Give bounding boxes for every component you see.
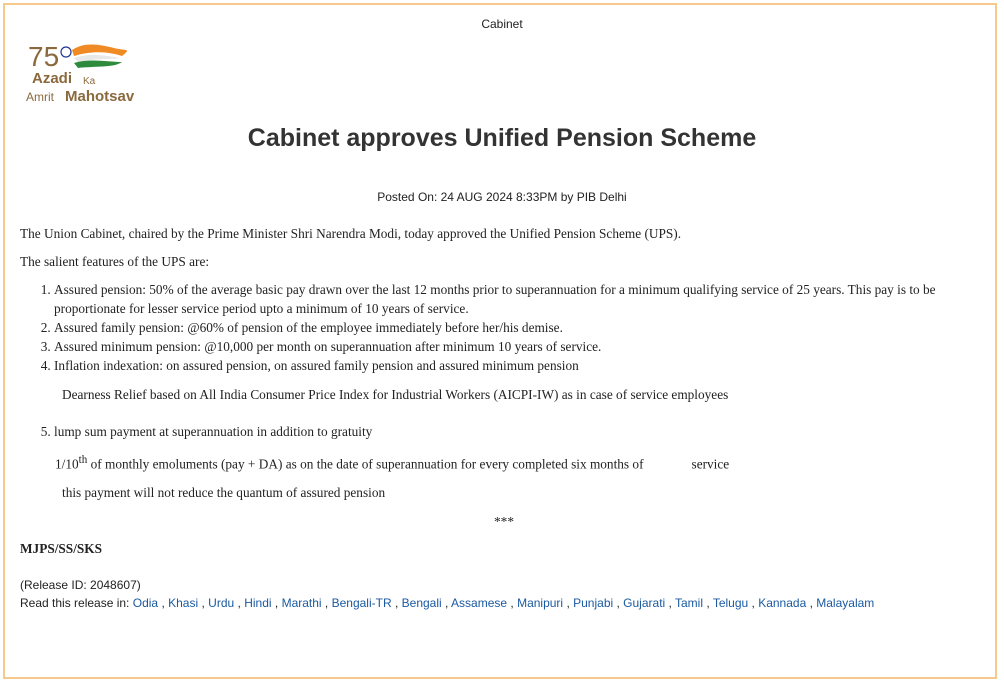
logo-amrit: Amrit: [26, 90, 54, 104]
features-list: [20, 280, 988, 375]
logo-saffron-stroke: [72, 45, 127, 57]
release-id: (Release ID: 2048607): [20, 578, 141, 592]
logo-mahotsav: Mahotsav: [65, 88, 135, 105]
features-list-continued: [20, 422, 988, 441]
language-link-hindi[interactable]: Hindi: [244, 596, 272, 610]
language-link-gujarati[interactable]: Gujarati: [623, 596, 666, 610]
lump-sum-service: service: [691, 456, 730, 472]
language-link-manipuri[interactable]: Manipuri: [517, 596, 564, 610]
logo-green-stroke: [74, 60, 122, 68]
language-link-marathi[interactable]: Marathi: [281, 596, 322, 610]
logo-chakra: [61, 47, 71, 57]
language-link-urdu[interactable]: Urdu: [208, 596, 235, 610]
language-link-telugu[interactable]: Telugu: [712, 596, 749, 610]
lump-sum-fraction: 1/10: [55, 456, 79, 472]
list-item: 3. Assured minimum pension: @10,000 per month on superannuation after minimum 10 years of service.: [54, 337, 988, 356]
language-link-malayalam[interactable]: Malayalam: [816, 596, 875, 610]
list-item: 5. lump sum payment at superannuation in addition to gratuity: [54, 422, 988, 441]
language-link-kannada[interactable]: Kannada: [758, 596, 807, 610]
stars-divider: ***: [494, 514, 514, 530]
list-item: 2. Assured family pension: @60% of pension of the employee immediately before her/his demise.: [54, 318, 988, 337]
lump-sum-text: of monthly emoluments (pay + DA) as on the date of superannuation for every completed six months of: [87, 456, 644, 472]
azadi-ka-amrit-mahotsav-logo: [22, 36, 152, 108]
language-link-odia[interactable]: Odia: [132, 596, 159, 610]
language-list: Odia , Khasi , Urdu , Hindi , Marathi , Bengali-TR , Bengali , Assamese , Manipuri , Punjabi , Gujarati , Tamil , Telugu , Kannada , Malayalam: [132, 596, 875, 610]
logo-number: 75: [28, 41, 60, 72]
list-item: 1. Assured pension: 50% of the average basic pay drawn over the last 12 months prior to superannuation for a minimum qualifying service of 25 years. This pay is to be proportionate for lesser service period upto a minimum of 10 years of service.: [54, 280, 988, 318]
language-link-khasi[interactable]: Khasi: [168, 596, 199, 610]
logo-azadi: Azadi: [32, 70, 73, 87]
page-title: Cabinet approves Unified Pension Scheme: [247, 124, 757, 152]
language-link-punjabi[interactable]: Punjabi: [573, 596, 614, 610]
lump-sum-note: this payment will not reduce the quantum of assured pension: [62, 485, 386, 501]
salient-features-heading: The salient features of the UPS are:: [20, 254, 210, 269]
list-item: 4. Inflation indexation: on assured pension, on assured family pension and assured minimum pension: [54, 356, 988, 375]
article-body: [20, 224, 988, 558]
release-info: [20, 576, 874, 612]
logo-ka: Ka: [83, 76, 96, 87]
language-links: [20, 594, 874, 612]
lump-sum-formula: [20, 451, 988, 473]
language-link-bengali[interactable]: Bengali: [401, 596, 442, 610]
language-link-tamil[interactable]: Tamil: [675, 596, 704, 610]
posted-on: Posted On: 24 AUG 2024 8:33PM by PIB Delhi: [377, 190, 627, 204]
signature: MJPS/SS/SKS: [20, 541, 103, 557]
lump-sum-sup: th: [78, 454, 88, 466]
intro-paragraph: The Union Cabinet, chaired by the Prime Minister Shri Narendra Modi, today approved the Unified Pension Scheme (UPS).: [20, 226, 682, 241]
header-label: Cabinet: [481, 17, 523, 31]
read-label: Read this release in:: [20, 596, 130, 610]
language-link-bengali-tr[interactable]: Bengali-TR: [331, 596, 392, 610]
dearness-relief-note: Dearness Relief based on All India Consumer Price Index for Industrial Workers (AICPI-IW) as in case of service employees: [62, 387, 729, 402]
language-link-assamese[interactable]: Assamese: [451, 596, 508, 610]
